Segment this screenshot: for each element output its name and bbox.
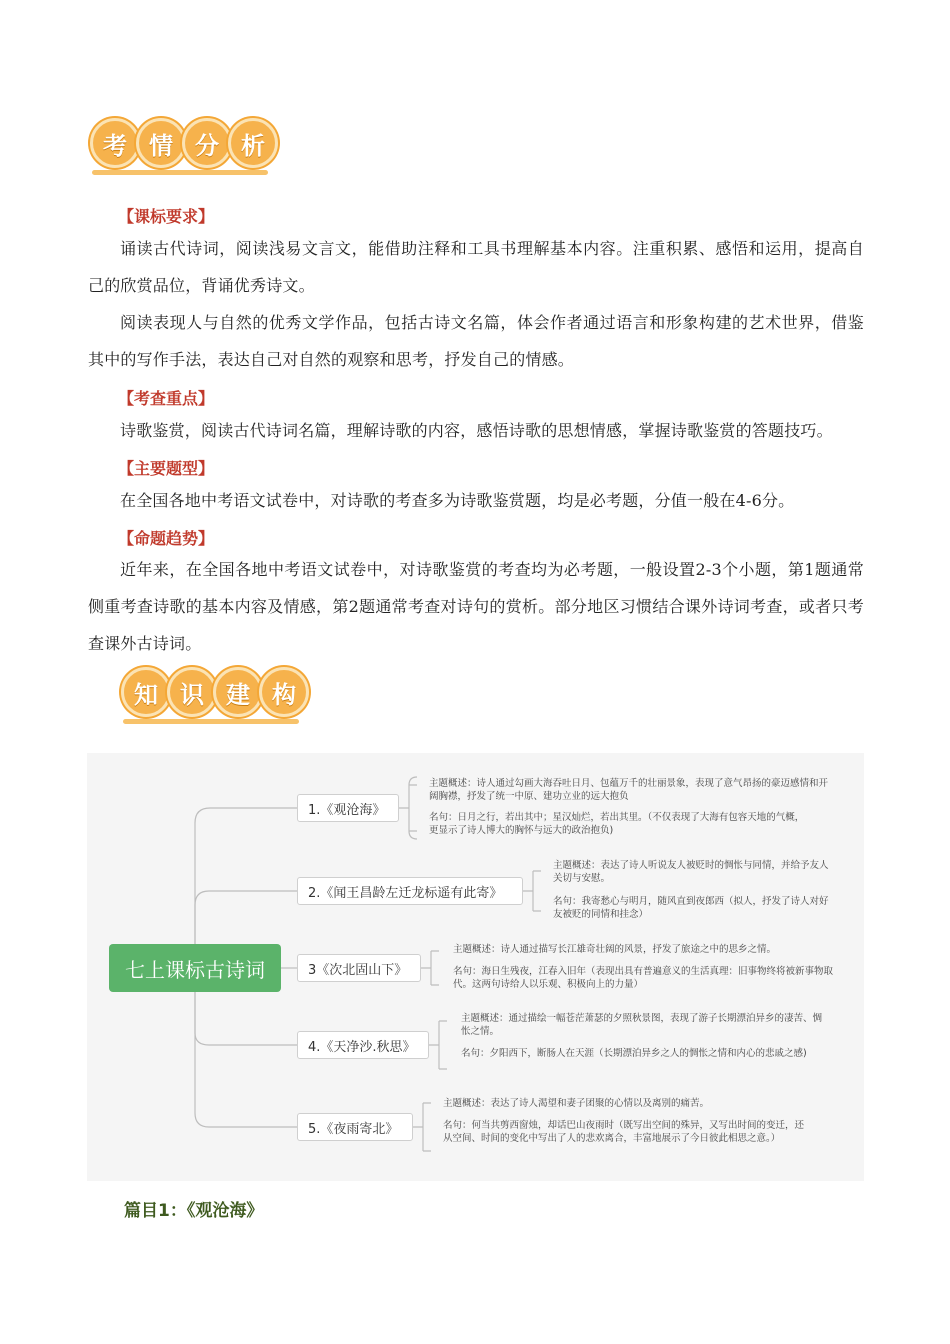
mind-map-root: 七上课标古诗词	[109, 944, 281, 992]
node-theme-note: 主题概述：表达了诗人听说友人被贬时的惆怅与同情，并给予友人关切与安慰。	[553, 860, 829, 884]
paragraph: 诗歌鉴赏，阅读古代诗词名篇，理解诗歌的内容，感悟诗歌的思想情感，掌握诗歌鉴赏的答题技巧。	[120, 421, 833, 440]
paragraph: 诵读古代诗词，阅读浅易文言文，能借助注释和工具书理解基本内容。注重积累、感悟和运用，提高自己的欣赏品位，背诵优秀诗文。	[88, 239, 864, 295]
banner-knowledge-structure	[121, 667, 305, 717]
mind-map-node: 4.《天净沙.秋思》	[297, 1031, 429, 1059]
piece-title: 篇目1：《观沧海》	[124, 1201, 264, 1221]
banner-char: 析	[228, 118, 278, 168]
section-label-curriculum: 【课标要求】	[118, 207, 215, 226]
banner-char: 考	[90, 118, 140, 168]
mind-map-node: 1.《观沧海》	[297, 794, 399, 822]
node-quote-note: 名句：日月之行，若出其中；星汉灿烂，若出其里。（不仅表现了大海有包容天地的气概，更显示了诗人博大的胸怀与远大的政治抱负)	[429, 812, 805, 836]
paragraph: 近年来，在全国各地中考语文试卷中，对诗歌鉴赏的考查均为必考题，一般设置2-3个小题，第1题通常侧重考查诗歌的基本内容及情感，第2题通常考查对诗句的赏析。部分地区习惯结合课外诗词考查，或者只考查课外古诗词。	[88, 560, 864, 653]
banner-char: 知	[121, 667, 171, 717]
banner-char: 分	[182, 118, 232, 168]
banner-exam-analysis	[90, 118, 274, 168]
banner-char: 识	[167, 667, 217, 717]
mind-map-node: 5.《夜雨寄北》	[297, 1113, 413, 1141]
mind-map	[87, 753, 864, 1181]
section-label-focus: 【考查重点】	[118, 389, 215, 408]
mind-map-node: 2.《闻王昌龄左迁龙标遥有此寄》	[297, 877, 523, 905]
node-quote-note: 名句：夕阳西下，断肠人在天涯（长期漂泊异乡之人的惆怅之情和内心的悲戚之感)	[461, 1048, 807, 1059]
section-label-question-type: 【主要题型】	[118, 459, 215, 478]
banner-char: 情	[136, 118, 186, 168]
banner-char: 构	[259, 667, 309, 717]
node-quote-note: 名句：海日生残夜，江春入旧年（表现出具有普遍意义的生活真理：旧事物终将被新事物取代。这两句诗给人以乐观、积极向上的力量）	[453, 966, 834, 990]
section-label-trend: 【命题趋势】	[118, 529, 215, 548]
paragraph: 阅读表现人与自然的优秀文学作品，包括古诗文名篇，体会作者通过语言和形象构建的艺术世界，借鉴其中的写作手法，表达自己对自然的观察和思考，抒发自己的情感。	[88, 313, 864, 369]
node-theme-note: 主题概述：表达了诗人渴望和妻子团聚的心情以及离别的痛苦。	[443, 1098, 710, 1109]
node-theme-note: 主题概述：诗人通过描写长江雄奇壮阔的风景，抒发了旅途之中的思乡之情。	[453, 944, 777, 955]
node-theme-note: 主题概述：诗人通过勾画大海吞吐日月、包蕴万千的壮丽景象，表现了意气昂扬的豪迈感情和开阔胸襟，抒发了统一中原、建功立业的远大抱负	[429, 778, 829, 802]
node-quote-note: 名句：何当共剪西窗烛，却话巴山夜雨时（既写出空间的殊异，又写出时间的变迁，还从空间、时间的变化中写出了人的悲欢离合，丰富地展示了今日彼此相思之意。）	[443, 1120, 805, 1144]
banner-underline	[123, 719, 299, 724]
mind-map-node: 3《次北固山下》	[297, 954, 421, 982]
node-quote-note: 名句：我寄愁心与明月，随风直到夜郎西（拟人，抒发了诗人对好友被贬的同情和挂念）	[553, 896, 829, 920]
banner-char: 建	[213, 667, 263, 717]
banner-underline	[92, 170, 268, 175]
paragraph: 在全国各地中考语文试卷中，对诗歌的考查多为诗歌鉴赏题，均是必考题，分值一般在4-6分。	[120, 491, 795, 510]
node-theme-note: 主题概述：通过描绘一幅苍茫萧瑟的夕照秋景图，表现了游子长期漂泊异乡的凄苦、惆怅之情。	[461, 1013, 823, 1037]
